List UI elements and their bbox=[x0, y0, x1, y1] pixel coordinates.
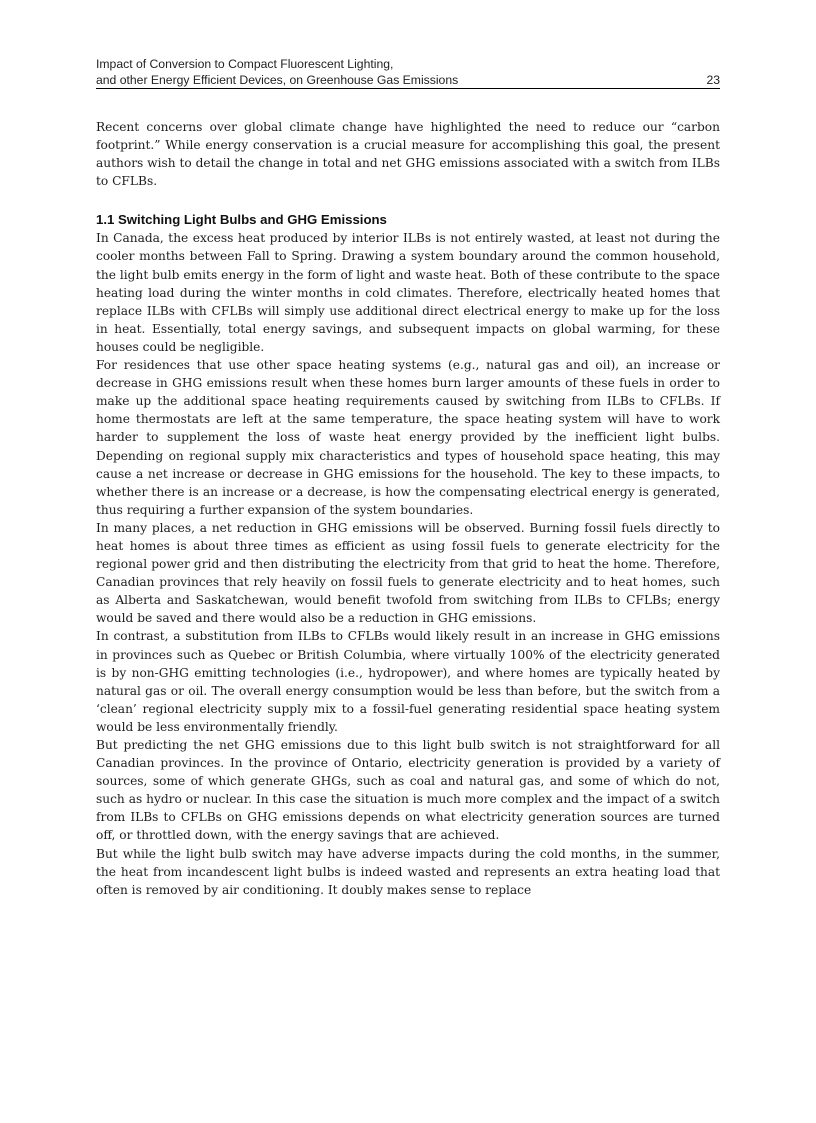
body-paragraph: In Canada, the excess heat produced by interior ILBs is not entirely wasted, at least not during the cooler months between Fall to Spring. Drawing a system boundary around the common household, the light bulb emits energy in the form of light and waste heat. Both of these contribute to the space heating load during the winter months in cold climates. Therefore, electrically heated homes that replace ILBs with CFLBs will simply use additional direct electrical energy to make up for the loss in heat. Essentially, total energy savings, and subsequent impacts on global warming, for these houses could be negligible. bbox=[96, 231, 720, 354]
intro-paragraph: Recent concerns over global climate change have highlighted the need to reduce our “carbon footprint.” While energy conservation is a crucial measure for accomplishing this goal, the present authors wish to detail the change in total and net GHG emissions associated with a switch from ILBs to CFLBs. bbox=[96, 120, 720, 189]
header-title-line-1: Impact of Conversion to Compact Fluorescent Lighting, bbox=[96, 57, 394, 71]
body-paragraph: In contrast, a substitution from ILBs to CFLBs would likely result in an increase in GHG emissions in provinces such as Quebec or British Columbia, where virtually 100% of the electricity generated is by non-GHG emitting technologies (i.e., hydropower), and where homes are typically heated by natural gas or oil. The overall energy consumption would be less than before, but the switch from a ‘clean’ regional electricity supply mix to a fossil-fuel generating residential space heating system would be less environmentally friendly. bbox=[96, 629, 720, 734]
section-heading: 1.1 Switching Light Bulbs and GHG Emissions bbox=[96, 212, 387, 228]
body-paragraph: For residences that use other space heating systems (e.g., natural gas and oil), an increase or decrease in GHG emissions result when these homes burn larger amounts of these fuels in order to make up the additional space heating requirements caused by switching from ILBs to CFLBs. If home thermostats are left at the same temperature, the space heating system will have to work harder to supplement the loss of waste heat energy provided by the inefficient light bulbs. Depending on regional supply mix characteristics and types of household space heating, this may cause a net increase or decrease in GHG emissions for the household. The key to these impacts, to whether there is an increase or a decrease, is how the compensating electrical energy is generated, thus requiring a further expansion of the system boundaries. bbox=[96, 358, 720, 517]
body-paragraph: In many places, a net reduction in GHG emissions will be observed. Burning fossil fuels directly to heat homes is about three times as efficient as using fossil fuels to generate electricity for the regional power grid and then distributing the electricity from that grid to heat the home. Therefore, Canadian provinces that rely heavily on fossil fuels to generate electricity and to heat homes, such as Alberta and Saskatchewan, would benefit twofold from switching from ILBs to CFLBs; energy would be saved and there would also be a reduction in GHG emissions. bbox=[96, 520, 720, 626]
page-body bbox=[96, 118, 720, 899]
header-title-line-2: and other Energy Efficient Devices, on Greenhouse Gas Emissions bbox=[96, 73, 459, 87]
running-header bbox=[96, 56, 720, 89]
body-paragraph: But while the light bulb switch may have adverse impacts during the cold months, in the summer, the heat from incandescent light bulbs is indeed wasted and represents an extra heating load that often is removed by air conditioning. It doubly makes sense to replace bbox=[96, 846, 720, 897]
body-paragraph: But predicting the net GHG emissions due to this light bulb switch is not straightforward for all Canadian provinces. In the province of Ontario, electricity generation is provided by a variety of sources, some of which generate GHGs, such as coal and natural gas, and some of which do not, such as hydro or nuclear. In this case the situation is much more complex and the impact of a switch from ILBs to CFLBs on GHG emissions depends on what electricity generation sources are turned off, or throttled down, with the energy savings that are achieved. bbox=[96, 738, 720, 843]
page-number: 23 bbox=[706, 73, 720, 87]
